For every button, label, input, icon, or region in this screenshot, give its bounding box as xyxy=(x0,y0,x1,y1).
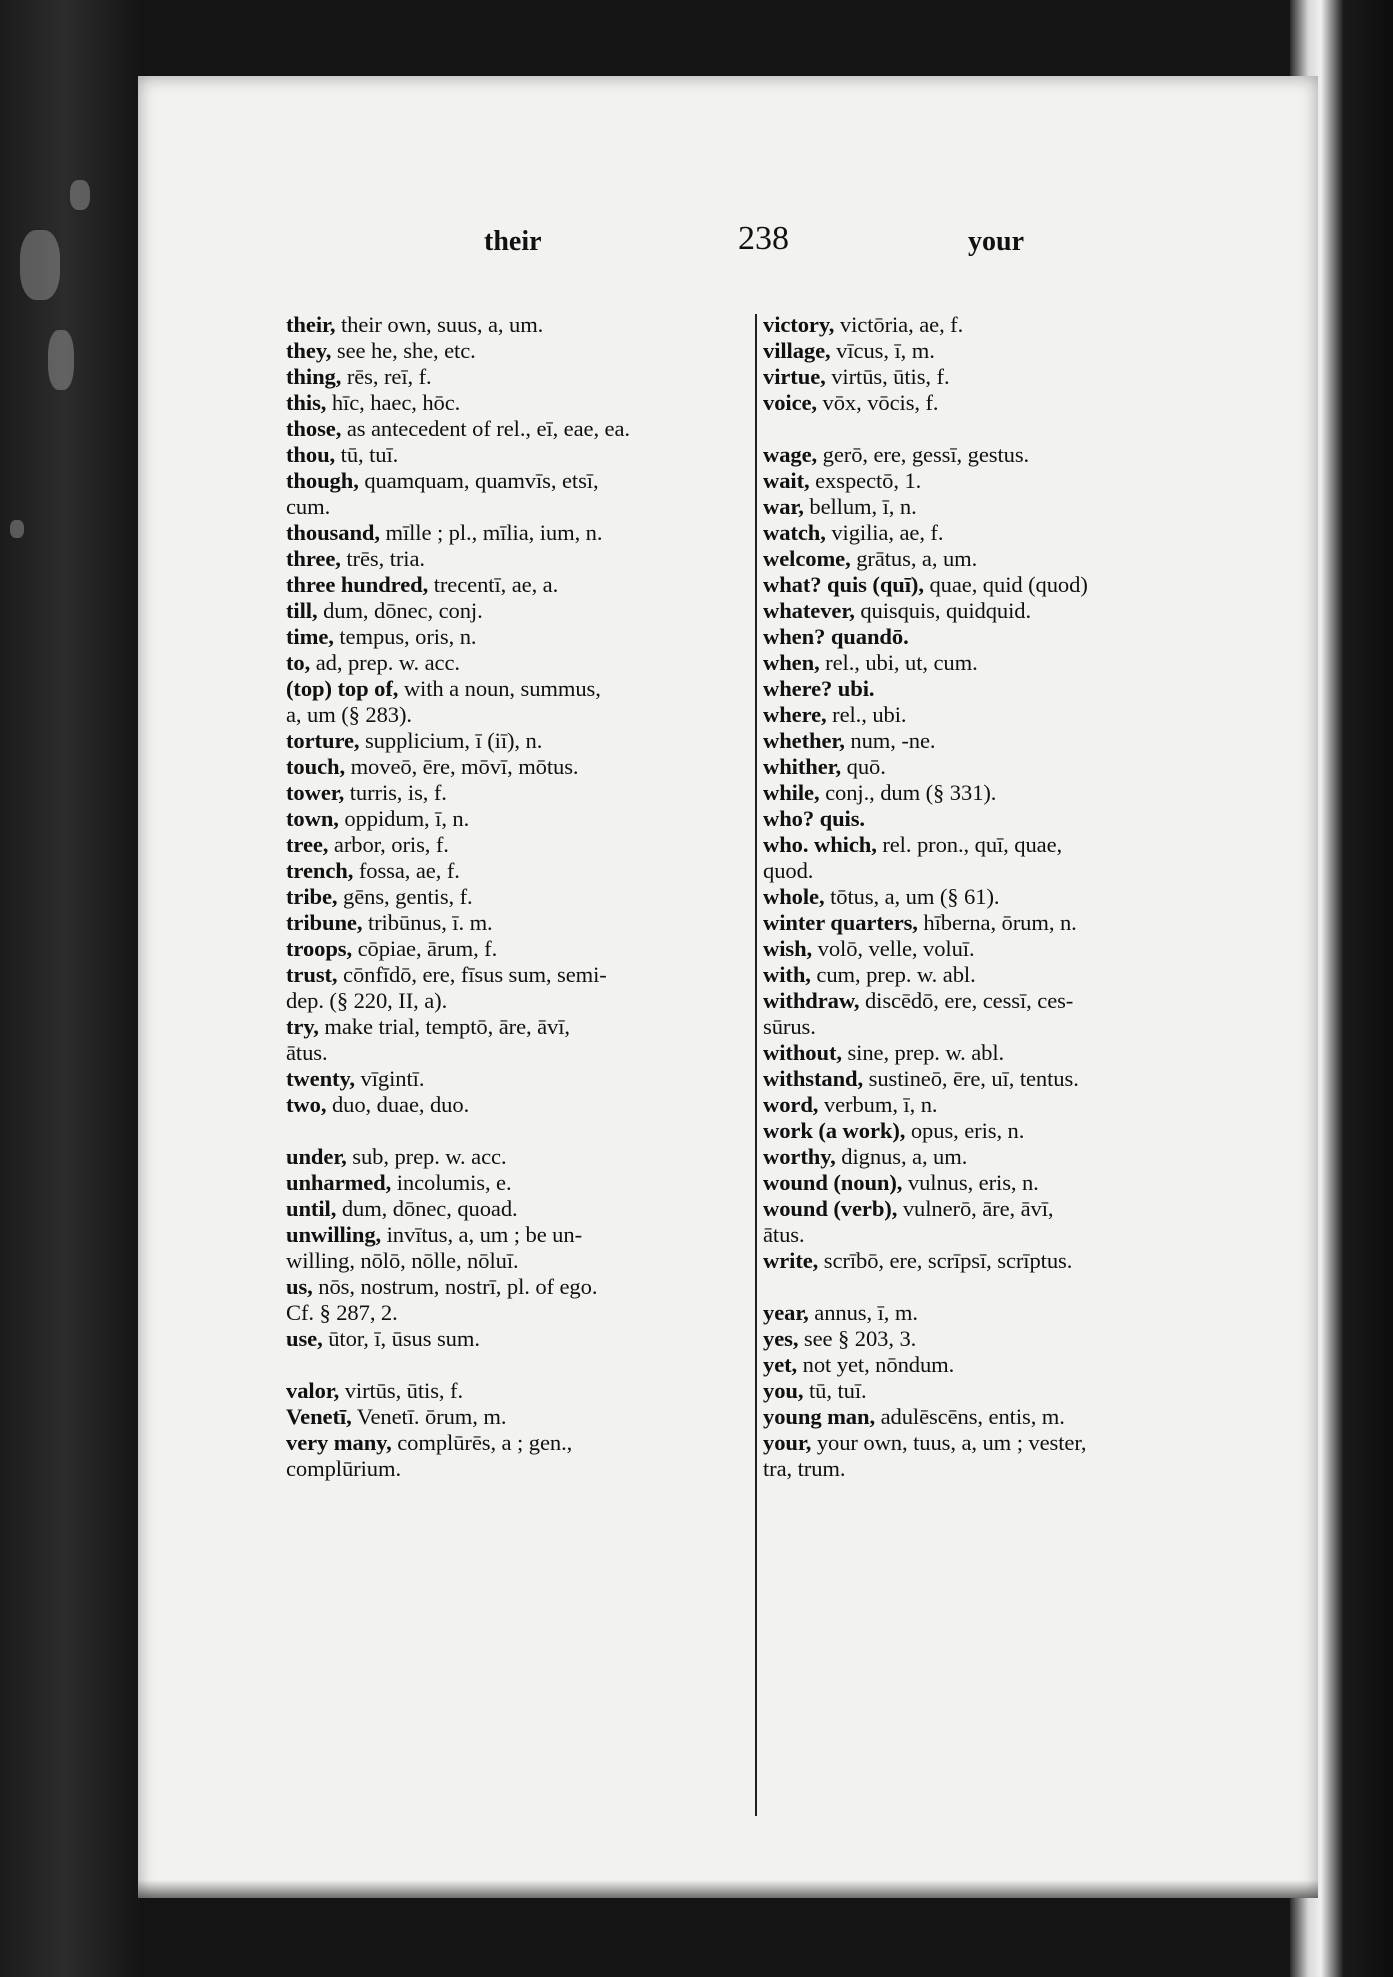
definition: Venetī. ōrum, m. xyxy=(351,1404,507,1429)
headword: wound (verb), xyxy=(763,1196,898,1221)
definition: sub, prep. w. acc. xyxy=(346,1144,507,1169)
definition: see he, she, etc. xyxy=(331,338,476,363)
definition: dum, dōnec, quoad. xyxy=(336,1196,518,1221)
headword: town, xyxy=(286,806,339,831)
definition: virtūs, ūtis, f. xyxy=(825,364,950,389)
entry-line xyxy=(763,1170,1393,1196)
definition: cōnfīdō, ere, fīsus sum, semi- xyxy=(337,962,607,987)
entry-line xyxy=(763,1092,1393,1118)
definition: trecentī, ae, a. xyxy=(428,572,559,597)
definition: victōria, ae, f. xyxy=(834,312,964,337)
headword: winter quarters, xyxy=(763,910,918,935)
dictionary-entry xyxy=(763,312,1393,338)
entry-line xyxy=(763,598,1393,624)
headword: word, xyxy=(763,1092,819,1117)
headword: unharmed, xyxy=(286,1170,392,1195)
headword: three hundred, xyxy=(286,572,429,597)
definition: hīberna, ōrum, n. xyxy=(917,910,1077,935)
definition: incolumis, e. xyxy=(391,1170,512,1195)
headword: yet, xyxy=(763,1352,798,1377)
definition: moveō, ēre, mōvī, mōtus. xyxy=(345,754,579,779)
dictionary-entry xyxy=(763,1430,1393,1482)
headword: worthy, xyxy=(763,1144,836,1169)
section-gap xyxy=(763,1274,1393,1300)
headword: (top) top of, xyxy=(286,676,399,701)
definition: annus, ī, m. xyxy=(808,1300,918,1325)
headword: unwilling, xyxy=(286,1222,382,1247)
definition: virtūs, ūtis, f. xyxy=(339,1378,463,1403)
entry-line xyxy=(763,936,1393,962)
definition: quō. xyxy=(841,754,886,779)
entry-line xyxy=(763,1430,1393,1456)
headword: Venetī, xyxy=(286,1404,352,1429)
definition: vulnerō, āre, āvī, xyxy=(897,1196,1054,1221)
definition: vōx, vōcis, f. xyxy=(816,390,939,415)
definition: num, -ne. xyxy=(844,728,936,753)
dictionary-entry xyxy=(763,572,1393,598)
entry-line xyxy=(763,520,1393,546)
definition: vīcus, ī, m. xyxy=(830,338,935,363)
dictionary-entry xyxy=(763,1196,1393,1248)
dictionary-entry xyxy=(763,1378,1393,1404)
entry-line: ātus. xyxy=(763,1222,805,1247)
headword: whether, xyxy=(763,728,845,753)
entry-line xyxy=(763,1040,1393,1066)
headword: trench, xyxy=(286,858,354,883)
definition: volō, velle, voluī. xyxy=(812,936,975,961)
dictionary-entry xyxy=(763,468,1393,494)
headword: touch, xyxy=(286,754,346,779)
definition: cōpiae, ārum, f. xyxy=(352,936,498,961)
definition: nōs, nostrum, nostrī, pl. of ego. xyxy=(312,1274,598,1299)
definition: not yet, nōndum. xyxy=(797,1352,955,1377)
dictionary-entry xyxy=(763,494,1393,520)
definition: scrībō, ere, scrīpsī, scrīptus. xyxy=(818,1248,1073,1273)
headword: virtue, xyxy=(763,364,826,389)
dictionary-entry xyxy=(763,780,1393,806)
column-divider xyxy=(755,314,757,1816)
entry-line xyxy=(763,1248,1393,1274)
headword: thou, xyxy=(286,442,336,467)
definition: conj., dum (§ 331). xyxy=(819,780,997,805)
entry-line xyxy=(763,832,1393,858)
definition: your own, tuus, a, um ; vester, xyxy=(811,1430,1087,1455)
headword: war, xyxy=(763,494,804,519)
definition: vīgintī. xyxy=(354,1066,425,1091)
headword: till, xyxy=(286,598,318,623)
entry-line xyxy=(763,988,1393,1014)
dictionary-entry xyxy=(763,1404,1393,1430)
entry-line: sūrus. xyxy=(763,1014,816,1039)
entry-line xyxy=(763,1326,1393,1352)
entry-line xyxy=(763,650,1393,676)
definition: sustineō, ēre, uī, tentus. xyxy=(863,1066,1079,1091)
headword: voice, xyxy=(763,390,817,415)
dictionary-entry xyxy=(763,390,1393,416)
entry-line xyxy=(763,1196,1393,1222)
dictionary-entry xyxy=(763,1066,1393,1092)
entry-line xyxy=(763,962,1393,988)
headword: withstand, xyxy=(763,1066,864,1091)
dictionary-entry xyxy=(763,988,1393,1040)
headword: thousand, xyxy=(286,520,380,545)
headword: three, xyxy=(286,546,341,571)
headword: yes, xyxy=(763,1326,799,1351)
headword: work (a work), xyxy=(763,1118,906,1143)
definition: discēdō, ere, cessī, ces- xyxy=(859,988,1074,1013)
definition: bellum, ī, n. xyxy=(803,494,917,519)
entry-line: cum. xyxy=(286,494,331,519)
entry-line xyxy=(763,494,1393,520)
headword: wait, xyxy=(763,468,810,493)
entry-line xyxy=(763,1118,1393,1144)
definition: ad, prep. w. acc. xyxy=(310,650,460,675)
headword: your, xyxy=(763,1430,812,1455)
headword: young man, xyxy=(763,1404,876,1429)
definition: sine, prep. w. abl. xyxy=(841,1040,1005,1065)
entry-line xyxy=(763,390,1393,416)
headword: withdraw, xyxy=(763,988,860,1013)
headword: welcome, xyxy=(763,546,851,571)
definition: vigilia, ae, f. xyxy=(825,520,944,545)
headword: thing, xyxy=(286,364,342,389)
definition: cum, prep. w. abl. xyxy=(810,962,976,987)
dictionary-entry xyxy=(763,650,1393,676)
headword: when, xyxy=(763,650,820,675)
dictionary-entry xyxy=(763,1352,1393,1378)
entry-line xyxy=(763,1404,1393,1430)
definition: make trial, temptō, āre, āvī, xyxy=(318,1014,570,1039)
entry-line xyxy=(763,546,1393,572)
entry-line xyxy=(763,1352,1393,1378)
dictionary-entry xyxy=(763,832,1393,884)
entry-line xyxy=(763,442,1393,468)
definition: opus, eris, n. xyxy=(905,1118,1025,1143)
headword: where, xyxy=(763,702,827,727)
definition: rel., ubi, ut, cum. xyxy=(819,650,978,675)
dictionary-entry xyxy=(763,624,1393,650)
right-column xyxy=(763,312,1393,1482)
headword: wound (noun), xyxy=(763,1170,903,1195)
definition: dum, dōnec, conj. xyxy=(317,598,483,623)
definition: supplicium, ī (iī), n. xyxy=(359,728,543,753)
dictionary-entry xyxy=(763,1040,1393,1066)
dictionary-entry xyxy=(763,338,1393,364)
definition: invītus, a, um ; be un- xyxy=(381,1222,583,1247)
dictionary-entry xyxy=(763,702,1393,728)
definition: quae, quid (quod) xyxy=(923,572,1088,597)
definition: tempus, oris, n. xyxy=(333,624,477,649)
headword: us, xyxy=(286,1274,313,1299)
headword: watch, xyxy=(763,520,826,545)
headword: with, xyxy=(763,962,811,987)
entry-line xyxy=(763,1300,1393,1326)
definition: arbor, oris, f. xyxy=(328,832,449,857)
definition: trēs, tria. xyxy=(340,546,425,571)
entry-line: quod. xyxy=(763,858,814,883)
scan-left-border xyxy=(0,0,140,1977)
definition: tōtus, a, um (§ 61). xyxy=(824,884,1000,909)
dictionary-entry xyxy=(763,1092,1393,1118)
headword: write, xyxy=(763,1248,819,1273)
headword: year, xyxy=(763,1300,809,1325)
dictionary-entry xyxy=(763,1248,1393,1274)
headword: two, xyxy=(286,1092,327,1117)
entry-line: ātus. xyxy=(286,1040,328,1065)
dictionary-entry xyxy=(763,754,1393,780)
definition: rēs, reī, f. xyxy=(341,364,432,389)
running-head xyxy=(138,220,1318,276)
dictionary-entry xyxy=(763,1170,1393,1196)
dictionary-entry xyxy=(763,884,1393,910)
dictionary-entry xyxy=(763,1118,1393,1144)
running-head-left: their xyxy=(484,226,542,257)
entry-line: dep. (§ 220, II, a). xyxy=(286,988,448,1013)
headword: while, xyxy=(763,780,820,805)
definition: dignus, a, um. xyxy=(835,1144,968,1169)
dictionary-entry xyxy=(763,728,1393,754)
definition: rel., ubi. xyxy=(826,702,907,727)
definition: adulēscēns, entis, m. xyxy=(875,1404,1065,1429)
entry-line: where? ubi. xyxy=(763,676,875,701)
dictionary-entry xyxy=(763,936,1393,962)
definition: hīc, haec, hōc. xyxy=(326,390,461,415)
entry-line xyxy=(763,780,1393,806)
headword: trust, xyxy=(286,962,338,987)
entry-line xyxy=(763,702,1393,728)
entry-line xyxy=(763,1378,1393,1404)
definition: with a noun, summus, xyxy=(398,676,601,701)
headword: wish, xyxy=(763,936,813,961)
dictionary-entry xyxy=(763,676,1393,702)
entry-line: who? quis. xyxy=(763,806,865,831)
headword: what? quis (quī), xyxy=(763,572,924,597)
entry-line xyxy=(763,572,1393,598)
headword: whither, xyxy=(763,754,842,779)
definition: as antecedent of rel., eī, eae, ea. xyxy=(341,416,630,441)
entry-line: when? quandō. xyxy=(763,624,909,649)
dictionary-entry xyxy=(763,546,1393,572)
definition: gēns, gentis, f. xyxy=(337,884,473,909)
entry-line xyxy=(763,728,1393,754)
definition: vulnus, eris, n. xyxy=(902,1170,1039,1195)
headword: they, xyxy=(286,338,332,363)
definition: tū, tuī. xyxy=(335,442,399,467)
headword: whole, xyxy=(763,884,825,909)
headword: very many, xyxy=(286,1430,392,1455)
page-bottom-shadow xyxy=(138,1880,1318,1898)
headword: you, xyxy=(763,1378,804,1403)
headword: twenty, xyxy=(286,1066,355,1091)
dictionary-entry xyxy=(763,806,1393,832)
entry-line xyxy=(763,910,1393,936)
entry-line xyxy=(763,312,1393,338)
entry-line xyxy=(763,468,1393,494)
headword: victory, xyxy=(763,312,835,337)
entry-line: tra, trum. xyxy=(763,1456,846,1481)
headword: wage, xyxy=(763,442,818,467)
entry-line xyxy=(763,754,1393,780)
headword: without, xyxy=(763,1040,842,1065)
definition: grātus, a, um. xyxy=(850,546,978,571)
dictionary-entry xyxy=(763,364,1393,390)
headword: under, xyxy=(286,1144,347,1169)
entry-line: Cf. § 287, 2. xyxy=(286,1300,398,1325)
headword: valor, xyxy=(286,1378,340,1403)
entry-line xyxy=(763,364,1393,390)
definition: duo, duae, duo. xyxy=(326,1092,470,1117)
headword: use, xyxy=(286,1326,323,1351)
definition: fossa, ae, f. xyxy=(353,858,460,883)
definition: gerō, ere, gessī, gestus. xyxy=(817,442,1030,467)
section-gap xyxy=(763,416,1393,442)
dictionary-entry xyxy=(763,1300,1393,1326)
dictionary-entry xyxy=(763,910,1393,936)
definition: tū, tuī. xyxy=(803,1378,867,1403)
headword: torture, xyxy=(286,728,360,753)
headword: tribune, xyxy=(286,910,363,935)
definition: tribūnus, ī. m. xyxy=(362,910,493,935)
entry-line xyxy=(763,338,1393,364)
headword: village, xyxy=(763,338,831,363)
headword: to, xyxy=(286,650,311,675)
dictionary-entry xyxy=(763,442,1393,468)
dictionary-entry xyxy=(763,962,1393,988)
page-number: 238 xyxy=(738,220,789,257)
dictionary-entry xyxy=(763,1144,1393,1170)
headword: tribe, xyxy=(286,884,338,909)
definition: oppidum, ī, n. xyxy=(338,806,470,831)
headword: though, xyxy=(286,468,359,493)
entry-line: willing, nōlō, nōlle, nōluī. xyxy=(286,1248,519,1273)
headword: tree, xyxy=(286,832,329,857)
headword: time, xyxy=(286,624,334,649)
definition: their own, suus, a, um. xyxy=(335,312,544,337)
headword: who. which, xyxy=(763,832,877,857)
definition: turris, is, f. xyxy=(344,780,447,805)
definition: ūtor, ī, ūsus sum. xyxy=(322,1326,480,1351)
entry-line xyxy=(763,1144,1393,1170)
definition: rel. pron., quī, quae, xyxy=(876,832,1063,857)
headword: try, xyxy=(286,1014,319,1039)
definition: quamquam, quamvīs, etsī, xyxy=(358,468,599,493)
headword: their, xyxy=(286,312,336,337)
definition: complūrēs, a ; gen., xyxy=(391,1430,573,1455)
dictionary-entry xyxy=(763,1326,1393,1352)
dictionary-entry xyxy=(763,520,1393,546)
dictionary-entry xyxy=(763,598,1393,624)
running-head-right: your xyxy=(968,226,1024,257)
headword: troops, xyxy=(286,936,353,961)
definition: mīlle ; pl., mīlia, ium, n. xyxy=(379,520,603,545)
definition: exspectō, 1. xyxy=(809,468,922,493)
headword: whatever, xyxy=(763,598,855,623)
entry-line xyxy=(763,884,1393,910)
definition: quisquis, quidquid. xyxy=(854,598,1032,623)
entry-line xyxy=(763,1066,1393,1092)
entry-line: complūrium. xyxy=(286,1456,401,1481)
definition: verbum, ī, n. xyxy=(818,1092,938,1117)
dictionary-page xyxy=(138,76,1318,1898)
headword: tower, xyxy=(286,780,345,805)
headword: those, xyxy=(286,416,342,441)
definition: see § 203, 3. xyxy=(798,1326,917,1351)
headword: until, xyxy=(286,1196,337,1221)
headword: this, xyxy=(286,390,327,415)
entry-line: a, um (§ 283). xyxy=(286,702,412,727)
